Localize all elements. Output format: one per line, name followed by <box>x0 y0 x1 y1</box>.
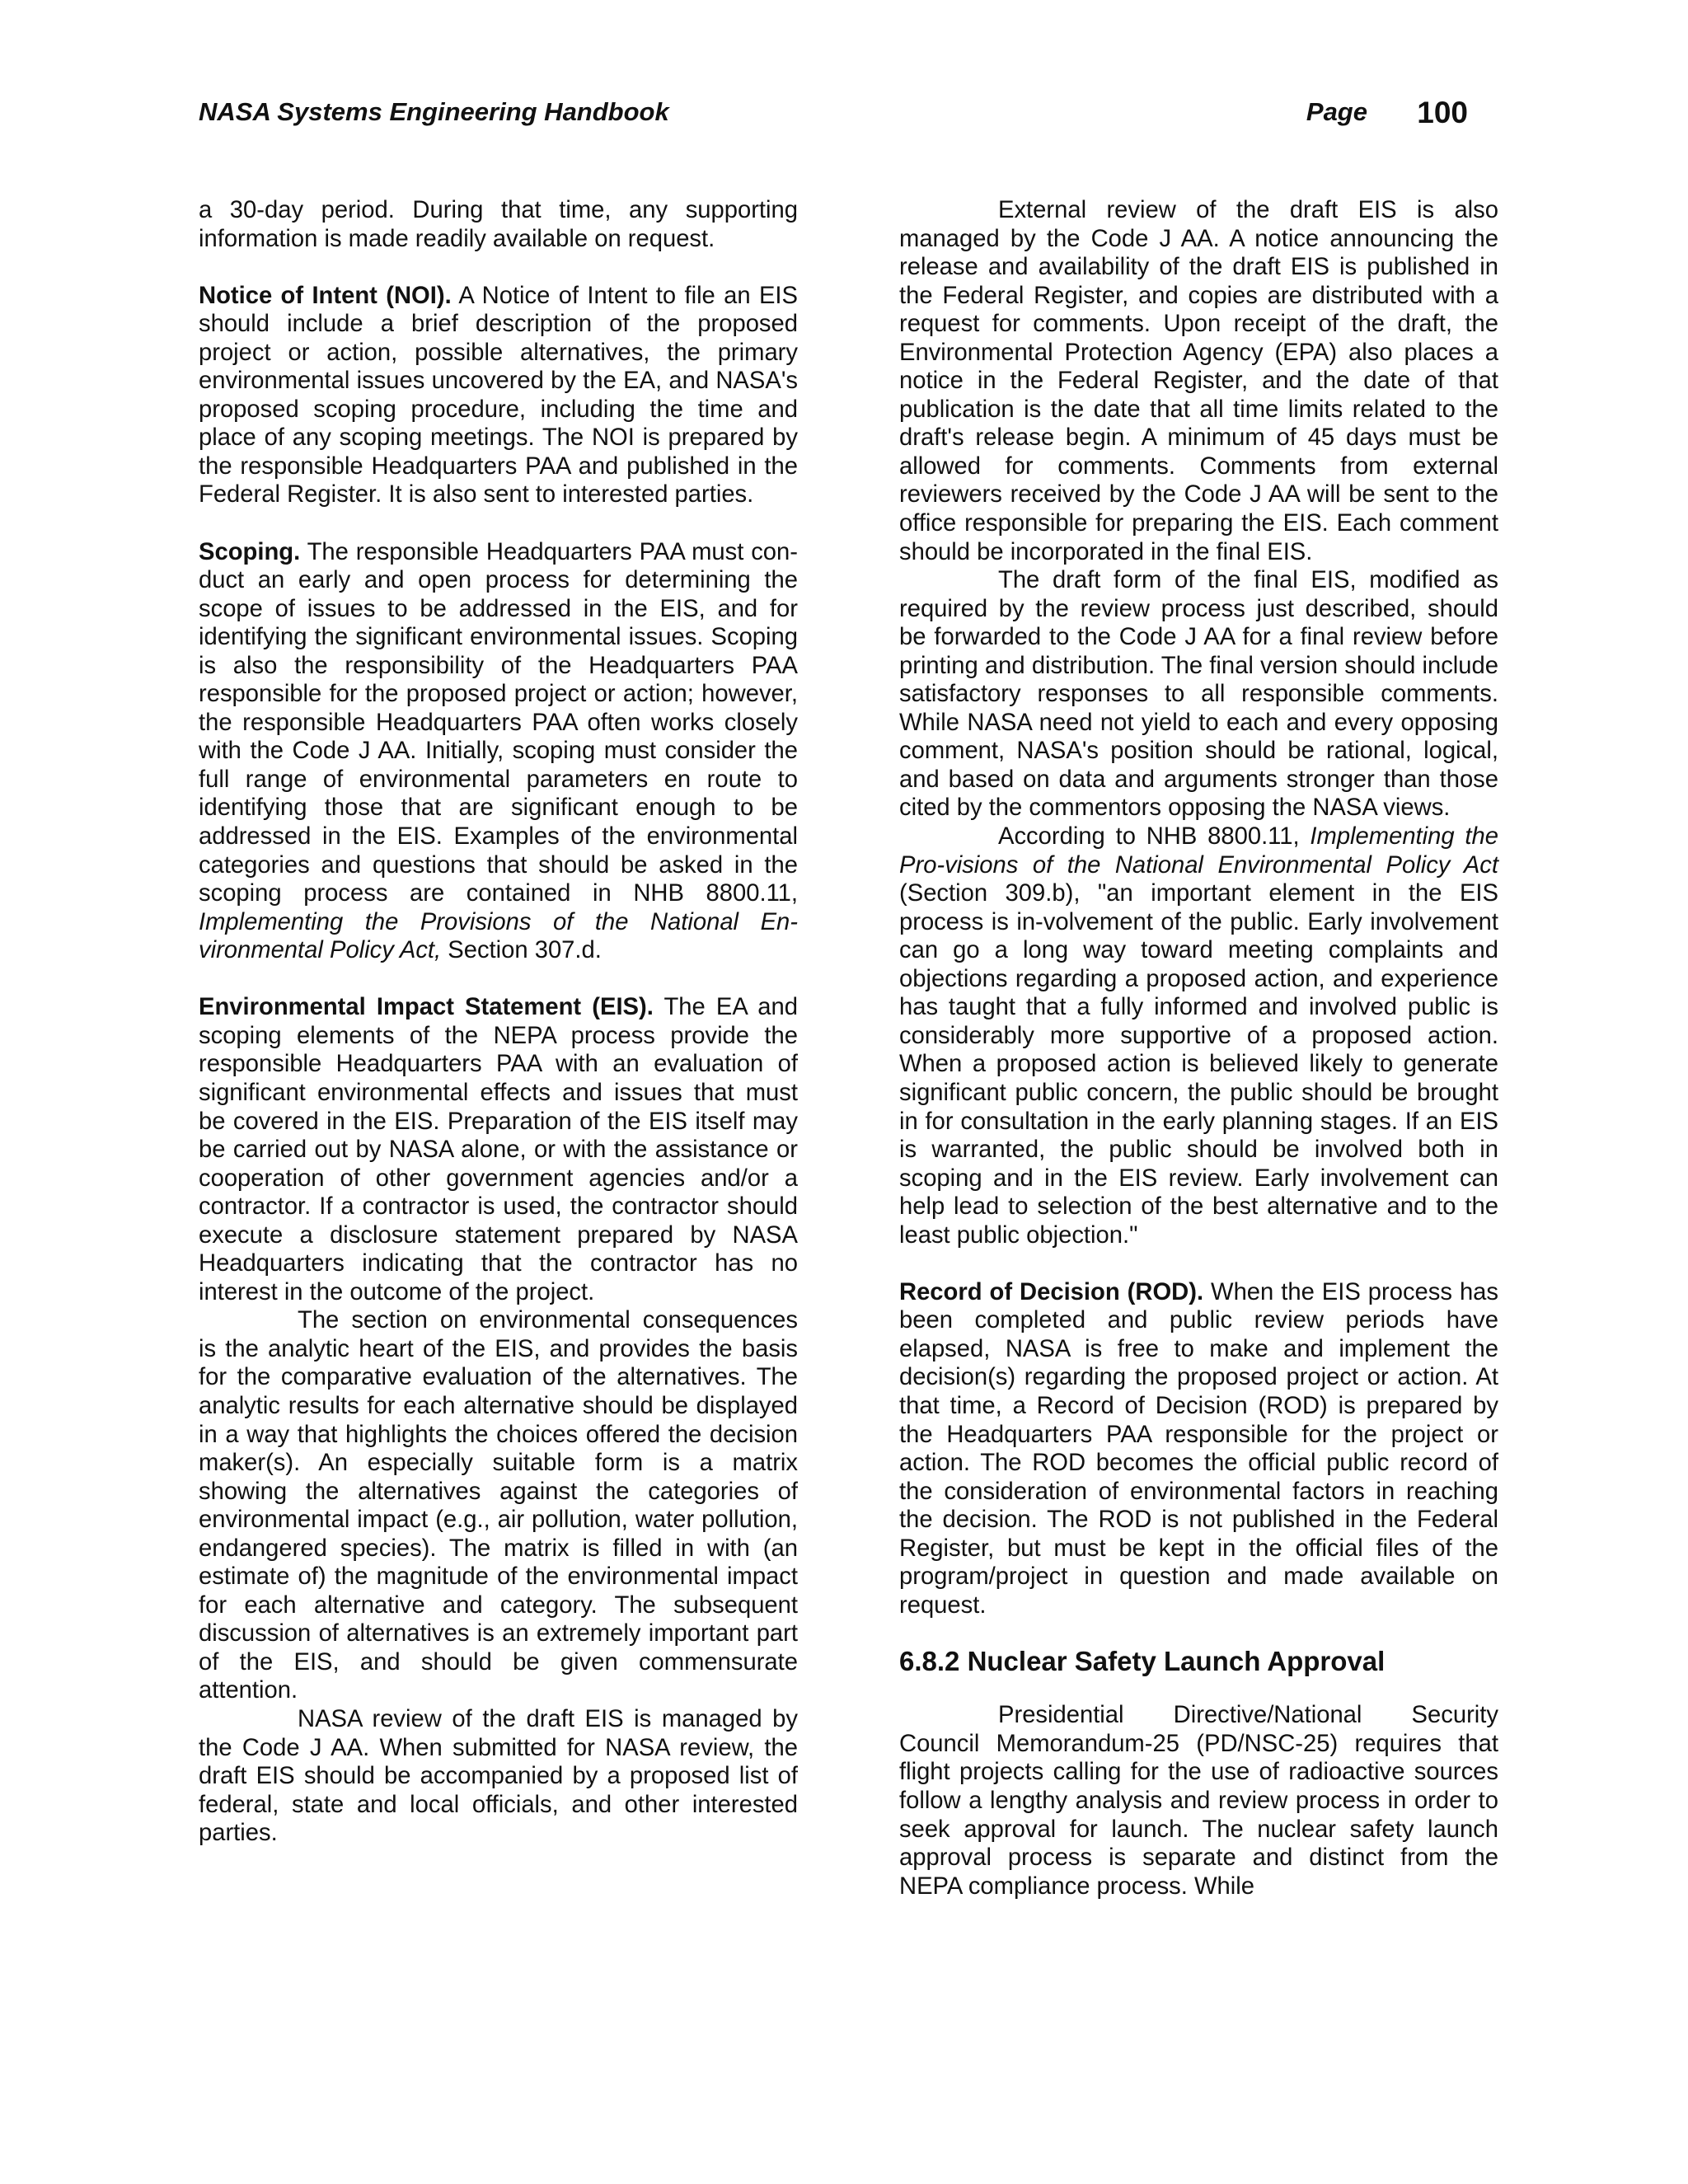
doc-title-nhb-8800: Implementing the Provisions of the National En-vironmental Policy Act, <box>199 908 798 964</box>
text-eis: The EA and scoping elements of the NEPA process provide the responsible Headquarters PAA with an evaluation of significant environmental effects and issues that must be covered in the EIS. Preparation of the EIS itself may be carried out by NASA alone, or with the assistance or cooperation of other government agencies and/or a contractor. If a contractor is used, the contractor should execute a disclosure statement prepared by NASA Headquarters indicating that the contractor has no interest in the outcome of the project. <box>199 994 798 1305</box>
paragraph-nasa-review: NASA review of the draft EIS is managed by the Code J AA. When submitted for NASA review, the draft EIS should be accompanied by a proposed list of federal, state and local officials, and other interested parties. <box>199 1705 798 1847</box>
paragraph-record-of-decision <box>899 1278 1498 1620</box>
paragraph-draft-form: The draft form of the final EIS, modified as required by the review process just described, should be forwarded to the Code J AA for a final review before printing and distribution. The final version should include satisfactory responses to all responsible comments. While NASA need not yield to each and every opposing comment, NASA's position should be rational, logical, and based on data and arguments stronger than those cited by the commentors opposing the NASA views. <box>899 567 1498 822</box>
heading-notice-of-intent: Notice of Intent (NOI). <box>199 282 452 309</box>
paragraph-notice-of-intent <box>199 282 798 509</box>
paragraph-continuation: a 30-day period. During that time, any supporting information is made readily available on request. <box>199 197 798 252</box>
text-notice-of-intent: A Notice of Intent to file an EIS should include a brief description of the proposed project or action, possible alternatives, the primary environmental issues uncovered by the EA, and NASA's proposed scoping procedure, including the time and place of any scoping meetings. The NOI is prepared by the responsible Headquarters PAA and published in the Federal Register. It is also sent to interested parties. <box>199 282 798 509</box>
paragraph-according-to-nhb <box>899 823 1498 1249</box>
text-according-lead: According to NHB 8800.11, <box>998 823 1311 851</box>
page-label: Page <box>1306 97 1367 126</box>
doc-title-implementing-provisions: Implementing the Pro-visions of the National Environmental Policy Act <box>899 823 1498 879</box>
section-heading-nuclear-safety: 6.8.2 Nuclear Safety Launch Approval <box>899 1646 1386 1677</box>
page-header <box>199 97 1468 147</box>
left-column <box>199 196 798 1848</box>
heading-eis: Environmental Impact Statement (EIS). <box>199 994 654 1021</box>
paragraph-environmental-consequences: The section on environmental consequences is the analytic heart of the EIS, and provides the basis for the comparative evaluation of the alternatives. The analytic results for each alternative should be displayed in a way that highlights the choices offered the decision maker(s). An especially suitable form is a matrix showing the alternatives against the categories of environmental impact (e.g., air pollution, water pollution, endangered species). The matrix is filled in with (an estimate of) the magnitude of the environmental impact for each alternative and category. The subsequent discussion of alternatives is an extremely important part of the EIS, and should be given commensurate attention. <box>199 1307 798 1704</box>
page-number: 100 <box>1417 96 1468 129</box>
text-scoping: The responsible Headquarters PAA must con-duct an early and open process for determining the scope of issues to be addressed in the EIS, and for identifying the significant environmental issues. Scoping is also the responsibility of the Headquarters PAA responsible for the proposed project or action; however, the responsible Headquarters PAA often works closely with the Code J AA. Initially, scoping must consider the full range of environmental parameters en route to identifying those that are significant enough to be addressed in the EIS. Examples of the environmental categories and questions that should be asked in the scoping process are contained in NHB 8800.11, <box>199 538 798 907</box>
text-record-of-decision: When the EIS process has been completed and public review periods have elapsed, NASA is free to make and implement the decision(s) regarding the proposed project or action. At that time, a Record of Decision (ROD) is prepared by the Headquarters PAA responsible for the project or action. The ROD becomes the official public record of the consideration of environmental factors in reaching the decision. The ROD is not published in the Federal Register, but must be kept in the official files of the program/project in question and made available on request. <box>899 1278 1499 1619</box>
heading-record-of-decision: Record of Decision (ROD). <box>899 1278 1204 1305</box>
handbook-title: NASA Systems Engineering Handbook <box>199 97 669 126</box>
paragraph-eis <box>199 993 798 1306</box>
paragraph-scoping <box>199 538 798 965</box>
right-column <box>899 196 1498 1900</box>
heading-scoping: Scoping. <box>199 538 301 565</box>
text-scoping-section: Section 307.d. <box>441 937 602 964</box>
text-according-quote: (Section 309.b), "an important element in the EIS process is in-volvement of the public. Early involvement can go a long way toward meeting complaints and objections regarding a proposed action, and experience has taught that a fully informed and involved public is considerably more supportive of a proposed action. When a proposed action is believed likely to generate significant public concern, the public should be brought in for consultation in the early planning stages. If an EIS is warranted, the public should be involved both in scoping and in the EIS review. Early involvement can help lead to selection of the best alternative and to the least public objection." <box>899 880 1498 1249</box>
paragraph-external-review: External review of the draft EIS is also managed by the Code J AA. A notice announcing the release and availability of the draft EIS is published in the Federal Register, and copies are distributed with a request for comments. Upon receipt of the draft, the Environmental Protection Agency (EPA) also places a notice in the Federal Register, and the date of that publication is the date that all time limits related to the draft's release begin. A minimum of 45 days must be allowed for comments. Comments from external reviewers received by the Code J AA will be sent to the office responsible for preparing the EIS. Each comment should be incorporated in the final EIS. <box>899 197 1498 565</box>
paragraph-presidential-directive: Presidential Directive/National Security Council Memorandum-25 (PD/NSC-25) requires that flight projects calling for the use of radioactive sources follow a lengthy analysis and review process in order to seek approval for launch. The nuclear safety launch approval process is separate and distinct from the NEPA compliance process. While <box>899 1702 1498 1900</box>
